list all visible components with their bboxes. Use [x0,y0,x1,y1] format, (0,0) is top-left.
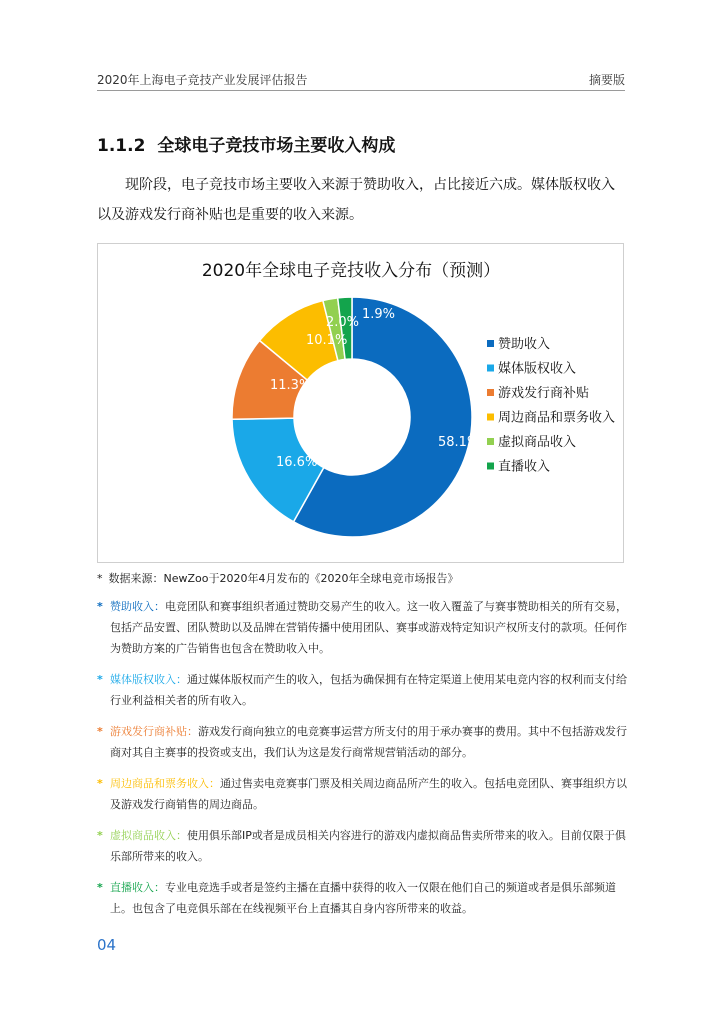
data-label: 58.1% [438,435,480,450]
definition-item [97,669,633,711]
definition-term: 直播收入： [110,881,165,894]
definition-star: * [97,673,103,686]
section-number: 1.1.2 [97,136,146,156]
definition-term: 虚拟商品收入： [110,829,187,842]
data-label: 1.9% [362,307,396,322]
definition-item [97,721,633,763]
definition-item [97,596,633,659]
definition-star: * [97,777,103,790]
definition-text: 通过售卖电竞赛事门票及相关周边商品所产生的收入。包括电竞团队、赛事组织方以及游戏发行商销售的周边商品。 [110,777,627,811]
definition-list [97,596,633,919]
definition-star: * [97,725,103,738]
page-header [97,68,625,91]
data-label: 2.0% [326,315,360,330]
definition-text: 游戏发行商向独立的电竞赛事运营方所支付的用于承办赛事的费用。其中不包括游戏发行商对其自主赛事的投资或支出，我们认为这是发行商常规营销活动的部分。 [110,725,627,759]
legend-label: 媒体版权收入 [498,361,577,377]
legend-swatch [487,463,494,470]
legend-swatch [487,438,494,445]
legend-label: 周边商品和票务收入 [498,410,616,426]
definition-term: 媒体版权收入： [110,673,187,686]
legend-label: 虚拟商品收入 [498,435,577,450]
data-label: 11.3% [270,378,312,393]
definition-term: 游戏发行商补贴： [110,725,198,738]
donut-chart [98,244,623,562]
definition-item [97,877,633,919]
data-label: 16.6% [276,455,318,470]
source-star: * [97,572,103,585]
chart-container [97,243,624,563]
definition-text: 使用俱乐部IP或者是成员相关内容进行的游戏内虚拟商品售卖所带来的收入。目前仅限于俱乐部所带来的收入。 [110,829,626,863]
definition-item [97,825,633,867]
intro-paragraph: 现阶段，电子竞技市场主要收入来源于赞助收入，占比接近六成。媒体版权收入以及游戏发行商补贴也是重要的收入来源。 [97,177,615,223]
source-text: 数据来源：NewZoo于2020年4月发布的《2020年全球电竞市场报告》 [108,572,459,585]
notes [97,572,633,919]
legend-label: 直播收入 [498,459,551,475]
source-note [97,572,633,586]
legend-swatch [487,389,494,396]
legend-swatch [487,340,494,347]
definition-item [97,773,633,815]
definition-star: * [97,600,103,613]
definition-term: 周边商品和票务收入： [110,777,220,790]
definition-text: 专业电竞选手或者是签约主播在直播中获得的收入一仅限在他们自己的频道或者是俱乐部频道上。也包含了电竞俱乐部在在线视频平台上直播其自身内容所带来的收益。 [110,881,616,915]
report-title: 2020年上海电子竞技产业发展评估报告 [97,73,308,87]
page-number: 04 [97,936,117,954]
legend-swatch [487,414,494,421]
legend-swatch [487,365,494,372]
data-label: 10.1% [306,333,348,348]
chart-title: 2020年全球电子竞技收入分布（预测） [201,261,501,281]
definition-text: 电竞团队和赛事组织者通过赞助交易产生的收入。这一收入覆盖了与赛事赞助相关的所有交易，包括产品安置、团队赞助以及品牌在营销传播中使用团队、赛事或游戏特定知识产权所支付的款项。任何作为赞助方案的广告销售也包含在赞助收入中。 [110,600,627,655]
edition-label: 摘要版 [588,73,625,87]
definition-text: 通过媒体版权而产生的收入，包括为确保拥有在特定渠道上使用某电竞内容的权利而支付给行业利益相关者的所有收入。 [110,673,627,707]
legend-label: 赞助收入 [498,337,551,352]
definition-star: * [97,881,103,894]
section-heading [97,131,395,156]
definition-star: * [97,829,103,842]
definition-term: 赞助收入： [110,600,165,613]
legend-label: 游戏发行商补贴 [498,386,590,401]
section-title: 全球电子竞技市场主要收入构成 [157,136,396,156]
